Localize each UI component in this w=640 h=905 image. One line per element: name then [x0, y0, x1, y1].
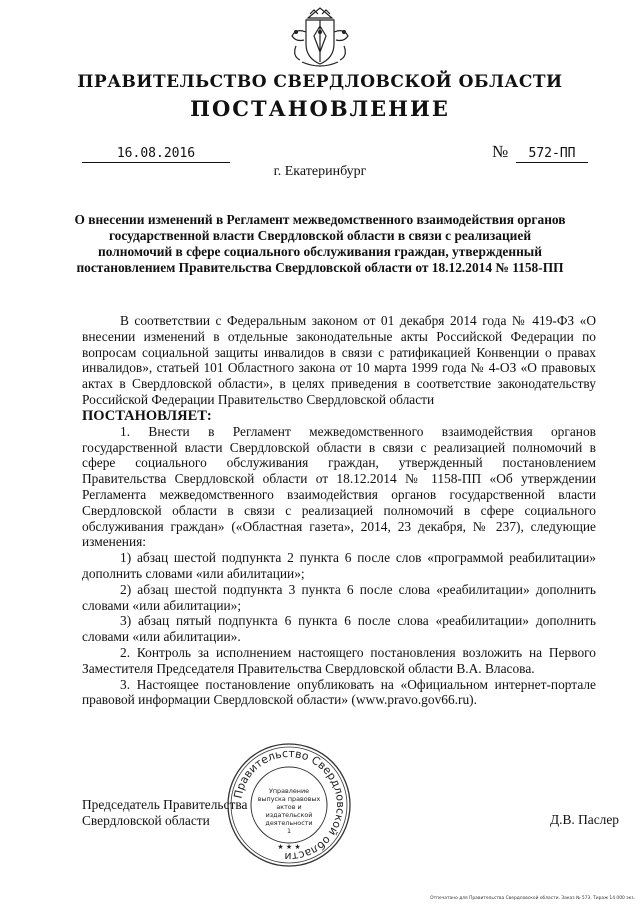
item-3-paragraph: 3. Настоящее постановление опубликовать на «Официальном интернет-портале правовой информации Свердловской области» (www.pravo.gov66.ru). [82, 676, 596, 708]
signatory-name: Д.В. Паслер [550, 812, 619, 827]
signatory-position: Председатель Правительства Свердловской области [82, 797, 248, 828]
decree-heading: ПОСТАНОВЛЯЕТ: [82, 407, 212, 424]
item-1-2-paragraph: 2) абзац шестой подпункта 3 пункта 6 после слова «реабилитации» дополнить словами «или абилитации»; [82, 581, 596, 613]
document-subject: О внесении изменений в Регламент межведомственного взаимодействия органов государственной власти Свердловской области в связи с реализацией полномочий в сфере социального обслуживания граждан, утвержденный постановлением Правительства Свердловской области от 18.12.2014 № 1158-ПП [74, 212, 566, 275]
stamp-ring-text: Правительство Свердловской области [231, 746, 348, 864]
document-date: 16.08.2016 [82, 146, 230, 163]
print-footer: Отпечатано для Правительства Свердловской области. Заказ № 573. Тираж 14 000 экз. [430, 896, 635, 901]
document-body [82, 313, 596, 708]
item-2-paragraph: 2. Контроль за исполнением настоящего постановления возложить на Первого Заместителя Председателя Правительства Свердловской области В.А. Власова. [82, 644, 596, 676]
item-1-1-paragraph: 1) абзац шестой подпункта 2 пункта 6 после слов «программой реабилитации» дополнить словами «или абилитации»; [82, 550, 596, 581]
item-1-paragraph: 1. Внести в Регламент межведомственного взаимодействия органов государственной власти Свердловской области в связи с реализацией полномочий в сфере социального обслуживания граждан, утвержденный постановлением Правительства Свердловской области от 18.12.2014 № 1158-ПП «Об утверждении Регламента межведомственного взаимодействия органов государственной власти Свердловской области в связи с реализацией полномочий в сфере социального обслуживания граждан» («Областная газета», 2014, 23 декабря, № 237), следующие изменения: [82, 423, 596, 550]
coat-of-arms-icon [288, 2, 352, 70]
stamp-inner-text: Управление выпуска правовых актов и издательской деятельности 1 ★ ★ ★ [257, 787, 321, 851]
number-sign: № [492, 142, 509, 161]
preamble-paragraph: В соответствии с Федеральным законом от 01 декабря 2014 года № 419-ФЗ «О внесении изменений в отдельные законодательные акты Российской Федерации по вопросам социальной защиты инвалидов в связи с ратификацией Конвенции о правах инвалидов», статьей 101 Областного закона от 10 марта 1999 года № 4-ОЗ «О правовых актах в Свердловской области», в целях приведения в соответствие законодательству Российской Федерации Правительство Свердловской области [82, 313, 596, 407]
government-title: ПРАВИТЕЛЬСТВО СВЕРДЛОВСКОЙ ОБЛАСТИ [77, 72, 563, 92]
item-1-3-paragraph: 3) абзац пятый подпункта 6 пункта 6 после слова «реабилитации» дополнить словами «или абилитации». [82, 613, 596, 645]
document-type: ПОСТАНОВЛЕНИЕ [190, 96, 450, 121]
document-number: 572-ПП [516, 146, 588, 163]
city: г. Екатеринбург [273, 164, 367, 179]
